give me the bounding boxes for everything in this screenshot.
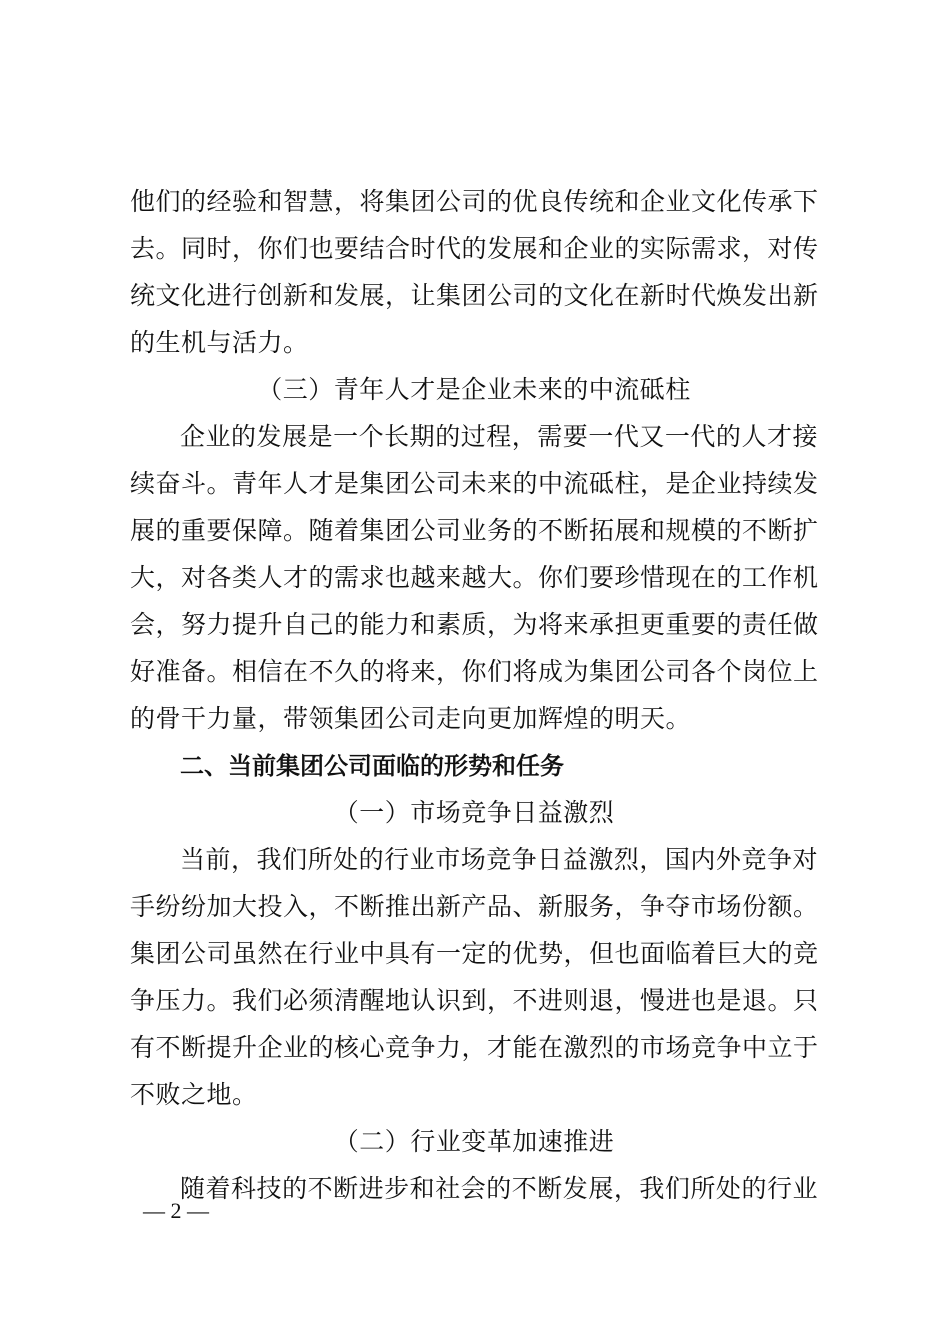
paragraph-line: 好准备。相信在不久的将来，你们将成为集团公司各个岗位上: [130, 657, 819, 686]
paragraph-line: 手纷纷加大投入，不断推出新产品、新服务，争夺市场份额。: [130, 892, 819, 921]
paragraph-line: 不败之地。: [130, 1080, 258, 1109]
subheading-1: （一）市场竞争日益激烈: [333, 798, 615, 827]
paragraph-line: 当前，我们所处的行业市场竞争日益激烈，国内外竞争对: [180, 845, 818, 874]
paragraph-line: 集团公司虽然在行业中具有一定的优势，但也面临着巨大的竞: [130, 939, 819, 968]
paragraph-line: 的骨干力量，带领集团公司走向更加辉煌的明天。: [130, 704, 692, 733]
subheading-3: （三）青年人才是企业未来的中流砥柱: [257, 375, 691, 404]
paragraph-line: 的生机与活力。: [130, 328, 309, 357]
paragraph-line: 随着科技的不断进步和社会的不断发展，我们所处的行业: [180, 1174, 818, 1203]
paragraph-line: 争压力。我们必须清醒地认识到，不进则退，慢进也是退。只: [130, 986, 819, 1015]
paragraph-line: 他们的经验和智慧，将集团公司的优良传统和企业文化传承下: [130, 187, 819, 216]
paragraph-line: 展的重要保障。随着集团公司业务的不断拓展和规模的不断扩: [130, 516, 819, 545]
page-number: — 2 —: [143, 1198, 209, 1223]
paragraph-line: 有不断提升企业的核心竞争力，才能在激烈的市场竞争中立于: [130, 1033, 819, 1062]
paragraph-line: 企业的发展是一个长期的过程，需要一代又一代的人才接: [180, 422, 818, 451]
paragraph-line: 续奋斗。青年人才是集团公司未来的中流砥柱，是企业持续发: [130, 469, 819, 498]
paragraph-line: 去。同时，你们也要结合时代的发展和企业的实际需求，对传: [130, 234, 819, 263]
section-heading: 二、当前集团公司面临的形势和任务: [180, 752, 564, 780]
paragraph-line: 统文化进行创新和发展，让集团公司的文化在新时代焕发出新: [130, 281, 819, 310]
paragraph-line: 会，努力提升自己的能力和素质，为将来承担更重要的责任做: [130, 610, 819, 639]
subheading-2: （二）行业变革加速推进: [333, 1127, 615, 1156]
paragraph-line: 大，对各类人才的需求也越来越大。你们要珍惜现在的工作机: [130, 563, 819, 592]
